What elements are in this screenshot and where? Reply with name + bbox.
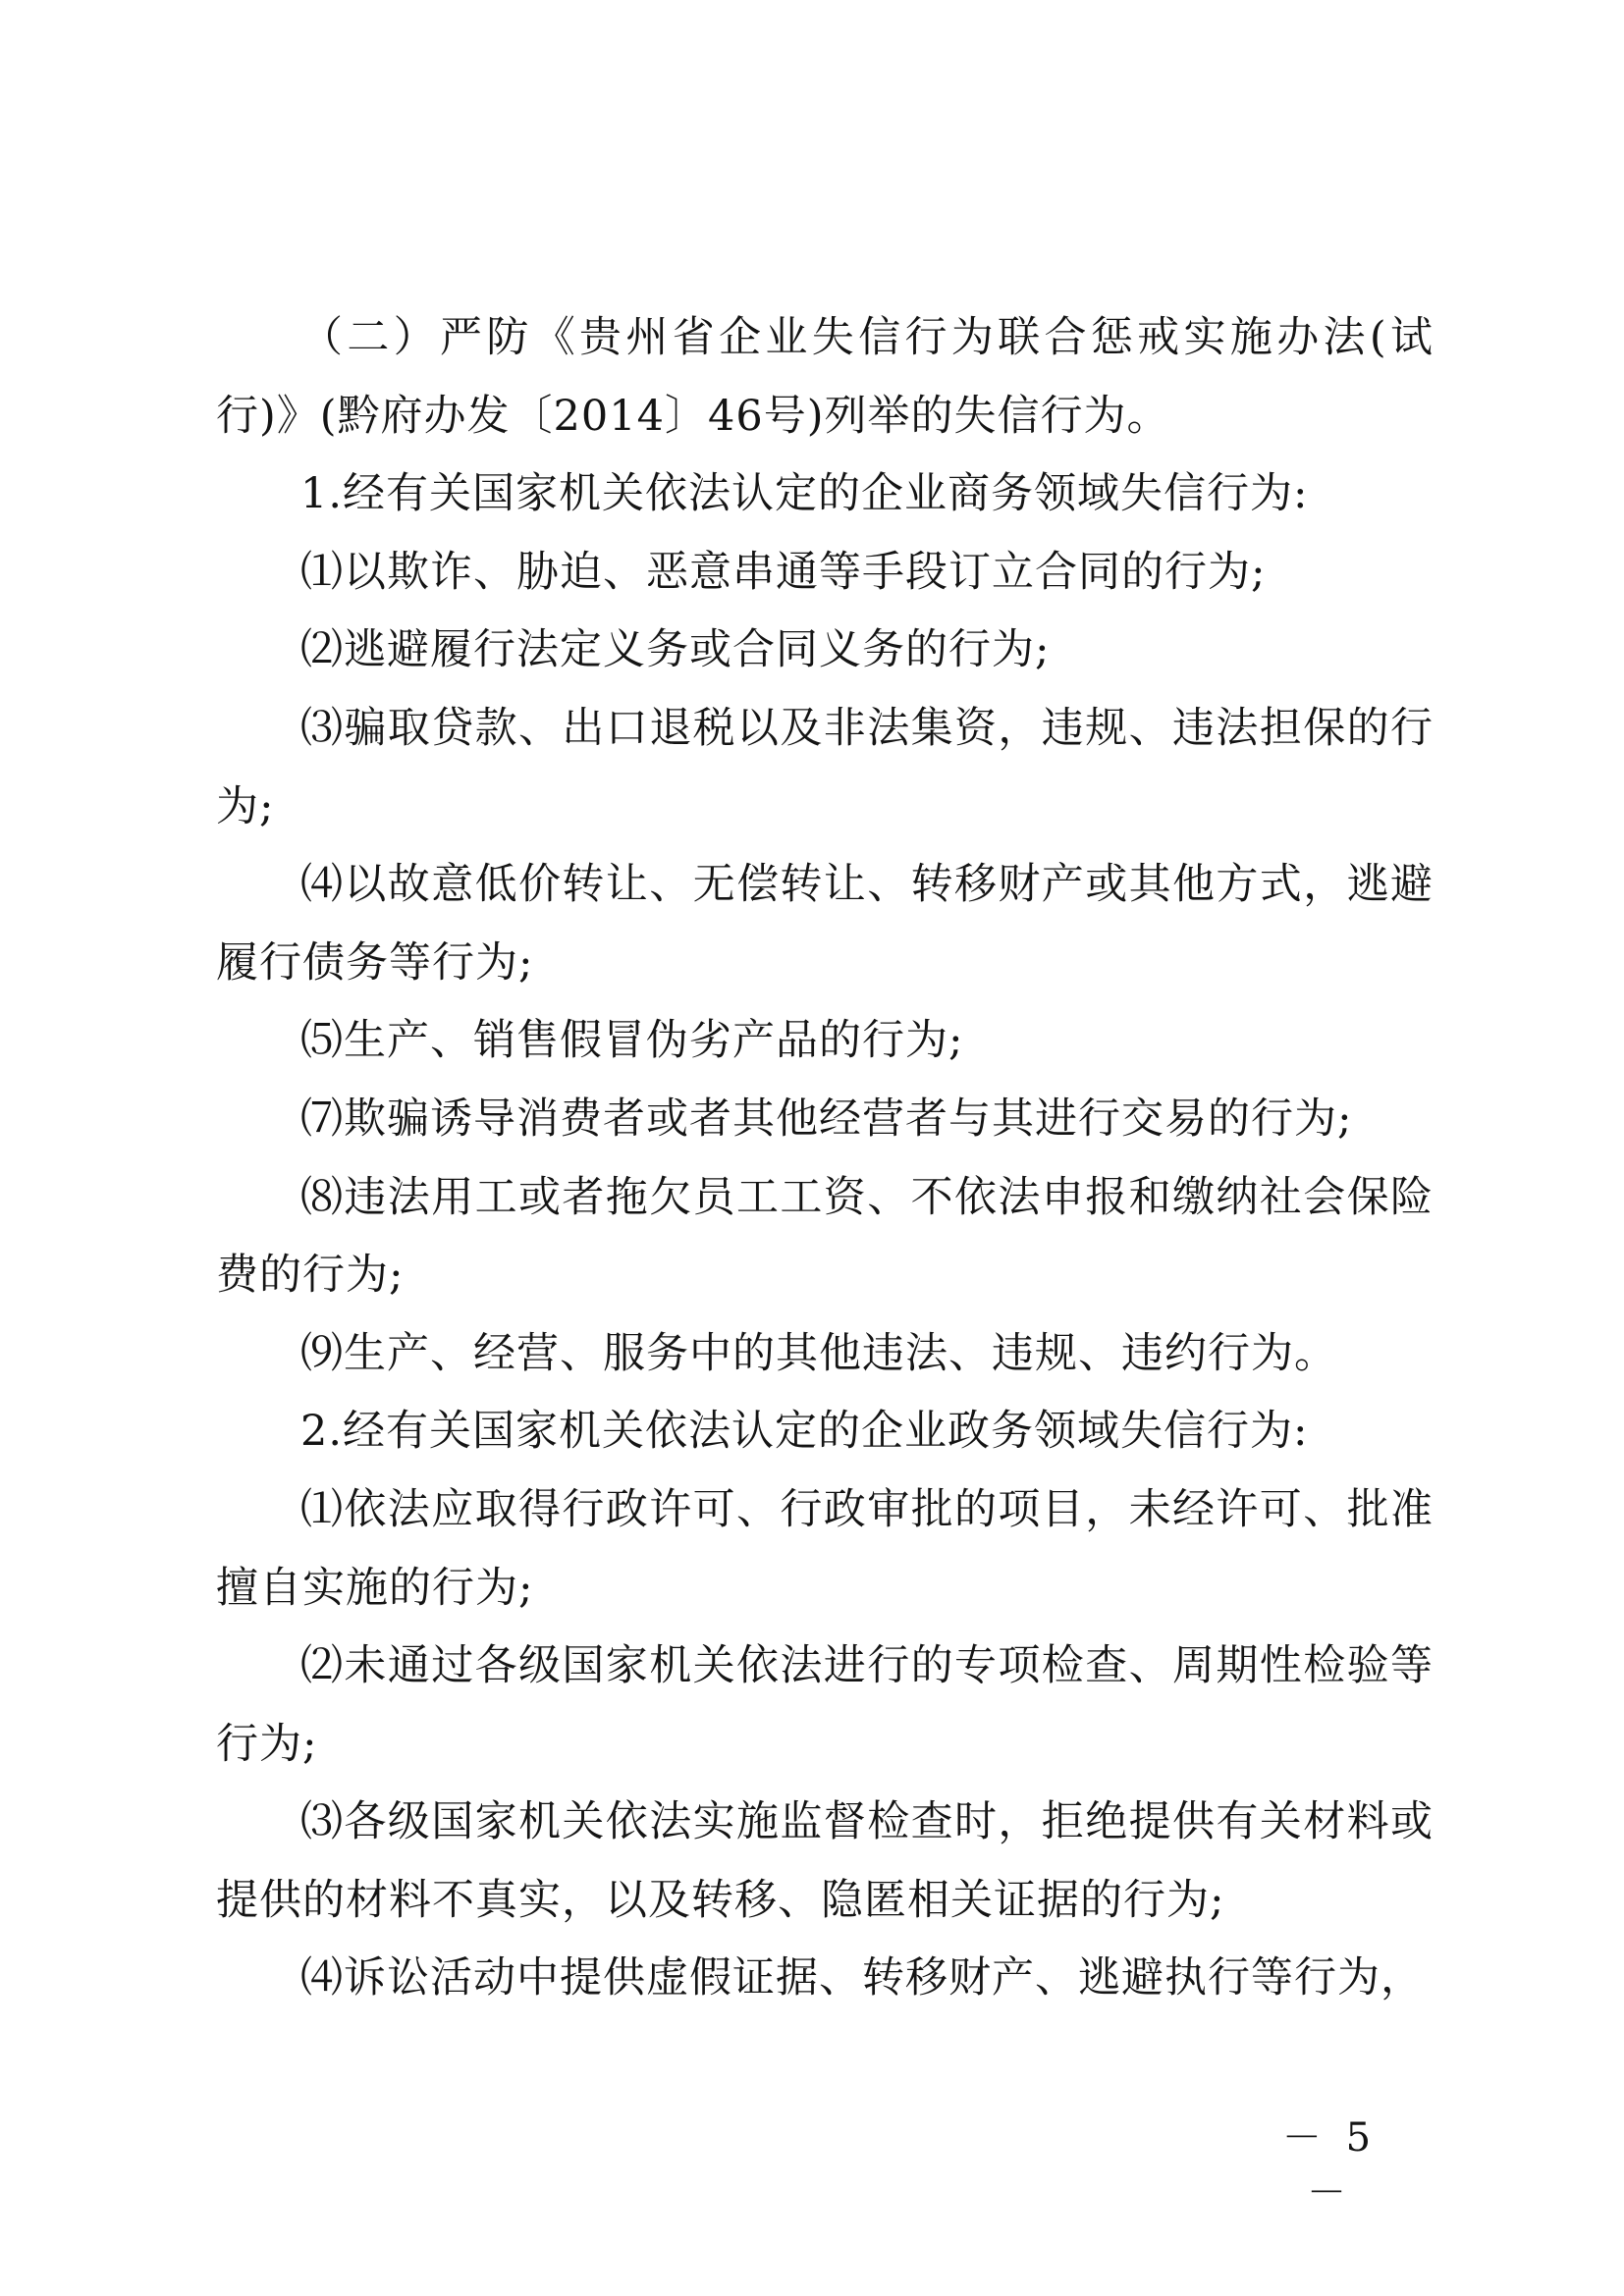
- list-item: ⑸生产、销售假冒伪劣产品的行为;: [300, 1016, 964, 1066]
- list-item: ⑺欺骗诱导消费者或者其他经营者与其进行交易的行为;: [300, 1094, 1353, 1144]
- document-body: [216, 299, 1434, 2018]
- list-item: ⑷诉讼活动中提供虚假证据、转移财产、逃避执行等行为，: [300, 1953, 1424, 2003]
- list-item: ⑵逃避履行法定义务或合同义务的行为;: [300, 625, 1051, 675]
- page-number: － 5 －: [1281, 2115, 1378, 2216]
- list-item: ⑶骗取贷款、出口退税以及非法集资，违规、违法担保的行为;: [216, 703, 1434, 831]
- section-heading-paragraph: （二）严防《贵州省企业失信行为联合惩戒实施办法(试行)》(黔府办发〔2014〕46号)列举的失信行为。: [216, 313, 1434, 441]
- subsection-heading-government: 2.经有关国家机关依法认定的企业政务领域失信行为:: [300, 1407, 1309, 1457]
- list-item: ⑶各级国家机关依法实施监督检查时，拒绝提供有关材料或提供的材料不真实，以及转移、隐匿相关证据的行为;: [216, 1797, 1434, 1925]
- list-item: ⑴依法应取得行政许可、行政审批的项目，未经许可、批准擅自实施的行为;: [216, 1484, 1434, 1613]
- list-item: ⑵未通过各级国家机关依法进行的专项检查、周期性检验等行为;: [216, 1641, 1434, 1769]
- list-item: ⑷以故意低价转让、无偿转让、转移财产或其他方式，逃避履行债务等行为;: [216, 860, 1434, 988]
- list-item: ⑻违法用工或者拖欠员工工资、不依法申报和缴纳社会保险费的行为;: [216, 1172, 1434, 1301]
- list-item: ⑴以欺诈、胁迫、恶意串通等手段订立合同的行为;: [300, 547, 1267, 597]
- list-item: ⑼生产、经营、服务中的其他违法、违规、违约行为。: [300, 1328, 1337, 1378]
- subsection-heading-business: 1.经有关国家机关依法认定的企业商务领域失信行为:: [300, 469, 1309, 519]
